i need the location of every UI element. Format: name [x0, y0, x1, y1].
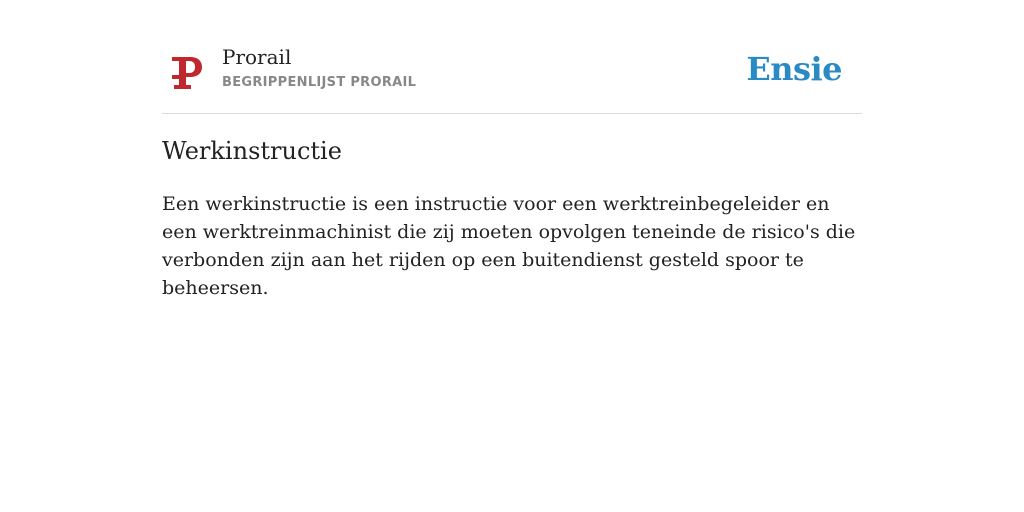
page-container	[162, 0, 862, 299]
term-title: Werkinstructie	[162, 137, 342, 165]
ensie-logo[interactable]: Ensie	[746, 50, 842, 88]
header	[162, 0, 862, 114]
prorail-logo-icon[interactable]	[170, 54, 204, 90]
brand-name[interactable]: Prorail	[222, 45, 292, 69]
brand-subtitle[interactable]: BEGRIPPENLIJST PRORAIL	[222, 75, 417, 90]
term-definition: Een werkinstructie is een instructie voor een werktreinbegeleider en een werktreinmachinist die zij moeten opvolgen teneinde de risico's die verbonden zijn aan het rijden op een buitendienst gesteld spoor te beheersen.	[162, 193, 856, 299]
